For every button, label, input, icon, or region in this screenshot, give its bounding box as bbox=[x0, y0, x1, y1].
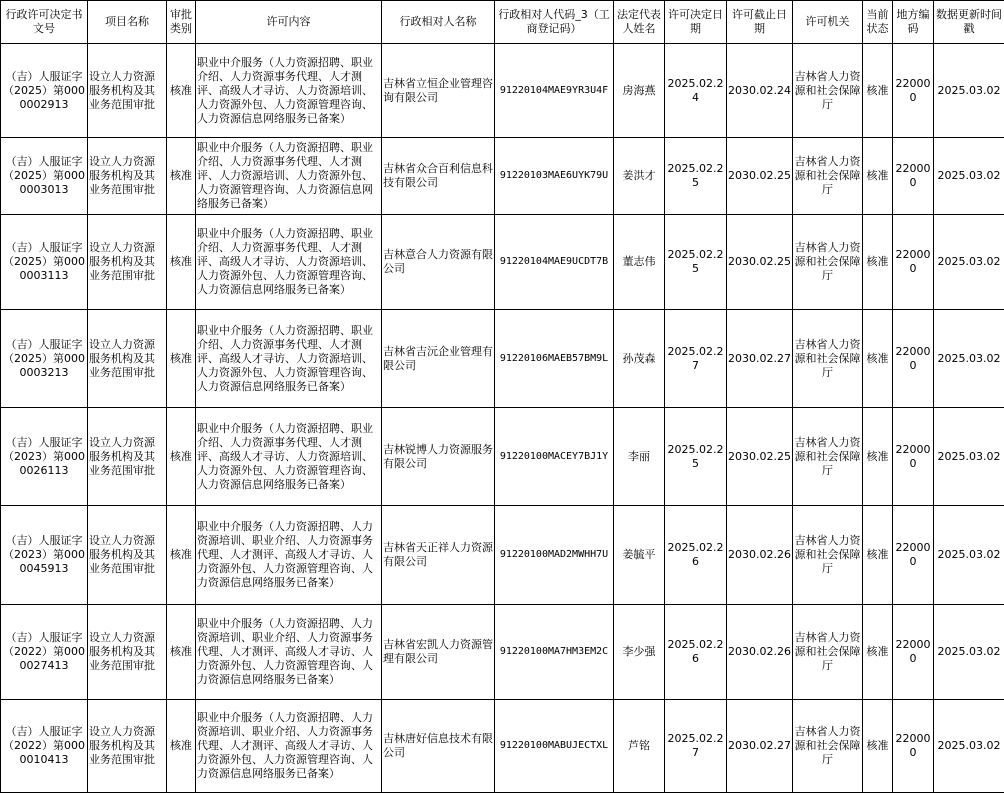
cell-region-code: 220000 bbox=[893, 215, 934, 310]
cell-license-content: 职业中介服务（人力资源招聘、人力资源培训、职业介绍、人力资源事务代理、人才测评、高级人才寻访、人力资源外包、人力资源管理咨询、人力资源信息网络服务已备案） bbox=[196, 506, 382, 605]
cell-authority: 吉林省人力资源和社会保障厅 bbox=[793, 700, 863, 793]
cell-authority: 吉林省人力资源和社会保障厅 bbox=[793, 310, 863, 408]
cell-decision-date: 2025.02.26 bbox=[665, 605, 727, 700]
cell-counterpart-name: 吉林省宏凯人力资源管理有限公司 bbox=[382, 605, 495, 700]
cell-decision-date: 2025.02.25 bbox=[665, 408, 727, 506]
cell-update-time: 2025.03.02 bbox=[934, 408, 1004, 506]
cell-approval-type: 核准 bbox=[167, 408, 196, 506]
cell-decision-date: 2025.02.27 bbox=[665, 310, 727, 408]
cell-authority: 吉林省人力资源和社会保障厅 bbox=[793, 138, 863, 215]
header-counterpart-name: 行政相对人名称 bbox=[382, 1, 495, 44]
header-status: 当前状态 bbox=[863, 1, 893, 44]
cell-status: 核准 bbox=[863, 408, 893, 506]
cell-status: 核准 bbox=[863, 605, 893, 700]
cell-doc-number: （吉）人服证字（2025）第0000003113 bbox=[1, 215, 88, 310]
table-body bbox=[1, 44, 1004, 793]
cell-counterpart-code: 91220100MAD2MWHH7U bbox=[495, 506, 614, 605]
cell-counterpart-name: 吉林省众合百利信息科技有限公司 bbox=[382, 138, 495, 215]
cell-counterpart-name: 吉林省吉沅企业管理有限公司 bbox=[382, 310, 495, 408]
cell-doc-number: （吉）人服证字（2025）第0000002913 bbox=[1, 44, 88, 138]
cell-decision-date: 2025.02.27 bbox=[665, 700, 727, 793]
cell-authority: 吉林省人力资源和社会保障厅 bbox=[793, 215, 863, 310]
cell-update-time: 2025.03.02 bbox=[934, 44, 1004, 138]
cell-region-code: 220000 bbox=[893, 408, 934, 506]
cell-legal-rep: 姜毓平 bbox=[614, 506, 665, 605]
cell-status: 核准 bbox=[863, 44, 893, 138]
cell-legal-rep: 董志伟 bbox=[614, 215, 665, 310]
cell-legal-rep: 房海燕 bbox=[614, 44, 665, 138]
cell-project-name: 设立人力资源服务机构及其业务范围审批 bbox=[88, 310, 167, 408]
cell-expiry-date: 2030.02.27 bbox=[727, 310, 793, 408]
cell-counterpart-code: 91220100MACEY7BJ1Y bbox=[495, 408, 614, 506]
cell-update-time: 2025.03.02 bbox=[934, 310, 1004, 408]
cell-status: 核准 bbox=[863, 138, 893, 215]
cell-status: 核准 bbox=[863, 700, 893, 793]
header-legal-rep: 法定代表人姓名 bbox=[614, 1, 665, 44]
cell-counterpart-code: 91220104MAE9UCDT7B bbox=[495, 215, 614, 310]
header-row bbox=[1, 1, 1004, 44]
cell-authority: 吉林省人力资源和社会保障厅 bbox=[793, 44, 863, 138]
cell-update-time: 2025.03.02 bbox=[934, 215, 1004, 310]
cell-project-name: 设立人力资源服务机构及其业务范围审批 bbox=[88, 138, 167, 215]
cell-decision-date: 2025.02.25 bbox=[665, 215, 727, 310]
cell-update-time: 2025.03.02 bbox=[934, 138, 1004, 215]
cell-license-content: 职业中介服务（人力资源招聘、人力资源培训、职业介绍、人力资源事务代理、人才测评、高级人才寻访、人力资源外包、人力资源管理咨询、人力资源信息网络服务已备案） bbox=[196, 605, 382, 700]
cell-expiry-date: 2030.02.25 bbox=[727, 408, 793, 506]
table-row bbox=[1, 700, 1004, 793]
cell-counterpart-name: 吉林省立恒企业管理咨询有限公司 bbox=[382, 44, 495, 138]
cell-project-name: 设立人力资源服务机构及其业务范围审批 bbox=[88, 44, 167, 138]
cell-update-time: 2025.03.02 bbox=[934, 605, 1004, 700]
cell-license-content: 职业中介服务（人力资源招聘、职业介绍、人力资源事务代理、人才测评、高级人才寻访、人力资源培训、人力资源外包、人力资源管理咨询、人力资源信息网络服务已备案） bbox=[196, 408, 382, 506]
table-row bbox=[1, 506, 1004, 605]
header-expiry-date: 许可截止日期 bbox=[727, 1, 793, 44]
cell-project-name: 设立人力资源服务机构及其业务范围审批 bbox=[88, 215, 167, 310]
cell-region-code: 220000 bbox=[893, 44, 934, 138]
cell-license-content: 职业中介服务（人力资源招聘、职业介绍、人力资源事务代理、人才测评、高级人才寻访、人力资源培训、人力资源外包、人力资源管理咨询、人力资源信息网络服务已备案） bbox=[196, 44, 382, 138]
cell-legal-rep: 李丽 bbox=[614, 408, 665, 506]
cell-approval-type: 核准 bbox=[167, 44, 196, 138]
cell-counterpart-name: 吉林锐博人力资源服务有限公司 bbox=[382, 408, 495, 506]
cell-license-content: 职业中介服务（人力资源招聘、职业介绍、人力资源事务代理、人才测评、高级人才寻访、人力资源培训、人力资源外包、人力资源管理咨询、人力资源信息网络服务已备案） bbox=[196, 310, 382, 408]
cell-authority: 吉林省人力资源和社会保障厅 bbox=[793, 408, 863, 506]
header-counterpart-code: 行政相对人代码_3（工商登记码） bbox=[495, 1, 614, 44]
cell-counterpart-name: 吉林唐好信息技术有限公司 bbox=[382, 700, 495, 793]
cell-doc-number: （吉）人服证字（2025）第0000003013 bbox=[1, 138, 88, 215]
cell-decision-date: 2025.02.26 bbox=[665, 506, 727, 605]
cell-doc-number: （吉）人服证字（2022）第0000010413 bbox=[1, 700, 88, 793]
cell-expiry-date: 2030.02.24 bbox=[727, 44, 793, 138]
cell-expiry-date: 2030.02.25 bbox=[727, 138, 793, 215]
header-project-name: 项目名称 bbox=[88, 1, 167, 44]
cell-approval-type: 核准 bbox=[167, 138, 196, 215]
cell-approval-type: 核准 bbox=[167, 310, 196, 408]
cell-region-code: 220000 bbox=[893, 310, 934, 408]
cell-region-code: 220000 bbox=[893, 605, 934, 700]
header-decision-date: 许可决定日期 bbox=[665, 1, 727, 44]
cell-expiry-date: 2030.02.26 bbox=[727, 506, 793, 605]
cell-license-content: 职业中介服务（人力资源招聘、人力资源培训、职业介绍、人力资源事务代理、人才测评、高级人才寻访、人力资源外包、人力资源管理咨询、人力资源信息网络服务已备案） bbox=[196, 700, 382, 793]
cell-approval-type: 核准 bbox=[167, 215, 196, 310]
cell-counterpart-code: 91220100MABUJECTXL bbox=[495, 700, 614, 793]
cell-region-code: 220000 bbox=[893, 506, 934, 605]
cell-update-time: 2025.03.02 bbox=[934, 506, 1004, 605]
cell-project-name: 设立人力资源服务机构及其业务范围审批 bbox=[88, 506, 167, 605]
cell-counterpart-name: 吉林省天正祥人力资源有限公司 bbox=[382, 506, 495, 605]
cell-counterpart-code: 91220100MA7HM3EM2C bbox=[495, 605, 614, 700]
cell-counterpart-code: 91220103MAE6UYK79U bbox=[495, 138, 614, 215]
cell-decision-date: 2025.02.25 bbox=[665, 138, 727, 215]
cell-project-name: 设立人力资源服务机构及其业务范围审批 bbox=[88, 605, 167, 700]
cell-legal-rep: 姜洪才 bbox=[614, 138, 665, 215]
cell-doc-number: （吉）人服证字（2023）第0000045913 bbox=[1, 506, 88, 605]
header-authority: 许可机关 bbox=[793, 1, 863, 44]
cell-update-time: 2025.03.02 bbox=[934, 700, 1004, 793]
cell-region-code: 220000 bbox=[893, 700, 934, 793]
cell-legal-rep: 孙茂森 bbox=[614, 310, 665, 408]
cell-doc-number: （吉）人服证字（2023）第0000026113 bbox=[1, 408, 88, 506]
header-license-content: 许可内容 bbox=[196, 1, 382, 44]
cell-status: 核准 bbox=[863, 215, 893, 310]
cell-expiry-date: 2030.02.27 bbox=[727, 700, 793, 793]
table-row bbox=[1, 408, 1004, 506]
header-update-time: 数据更新时间戳 bbox=[934, 1, 1004, 44]
header-region-code: 地方编码 bbox=[893, 1, 934, 44]
cell-authority: 吉林省人力资源和社会保障厅 bbox=[793, 605, 863, 700]
cell-doc-number: （吉）人服证字（2025）第0000003213 bbox=[1, 310, 88, 408]
cell-doc-number: （吉）人服证字（2022）第0000027413 bbox=[1, 605, 88, 700]
cell-counterpart-code: 91220106MAEB57BM9L bbox=[495, 310, 614, 408]
cell-counterpart-code: 91220104MAE9YR3U4F bbox=[495, 44, 614, 138]
cell-region-code: 220000 bbox=[893, 138, 934, 215]
cell-status: 核准 bbox=[863, 506, 893, 605]
cell-counterpart-name: 吉林意合人力资源有限公司 bbox=[382, 215, 495, 310]
table-row bbox=[1, 44, 1004, 138]
cell-expiry-date: 2030.02.25 bbox=[727, 215, 793, 310]
cell-expiry-date: 2030.02.26 bbox=[727, 605, 793, 700]
table-row bbox=[1, 215, 1004, 310]
table-row bbox=[1, 310, 1004, 408]
cell-status: 核准 bbox=[863, 310, 893, 408]
table-row bbox=[1, 138, 1004, 215]
cell-project-name: 设立人力资源服务机构及其业务范围审批 bbox=[88, 700, 167, 793]
header-approval-type: 审批类别 bbox=[167, 1, 196, 44]
cell-approval-type: 核准 bbox=[167, 506, 196, 605]
table-row bbox=[1, 605, 1004, 700]
header-doc-number: 行政许可决定书文号 bbox=[1, 1, 88, 44]
cell-license-content: 职业中介服务（人力资源招聘、职业介绍、人力资源事务代理、人才测评、人力资源培训、人力资源外包、人力资源管理咨询、人力资源信息网络服务已备案） bbox=[196, 138, 382, 215]
cell-authority: 吉林省人力资源和社会保障厅 bbox=[793, 506, 863, 605]
cell-decision-date: 2025.02.24 bbox=[665, 44, 727, 138]
cell-approval-type: 核准 bbox=[167, 700, 196, 793]
cell-legal-rep: 李少强 bbox=[614, 605, 665, 700]
cell-license-content: 职业中介服务（人力资源招聘、职业介绍、人力资源事务代理、人才测评、高级人才寻访、人力资源培训、人力资源外包、人力资源管理咨询、人力资源信息网络服务已备案） bbox=[196, 215, 382, 310]
cell-project-name: 设立人力资源服务机构及其业务范围审批 bbox=[88, 408, 167, 506]
cell-approval-type: 核准 bbox=[167, 605, 196, 700]
cell-legal-rep: 芦铭 bbox=[614, 700, 665, 793]
